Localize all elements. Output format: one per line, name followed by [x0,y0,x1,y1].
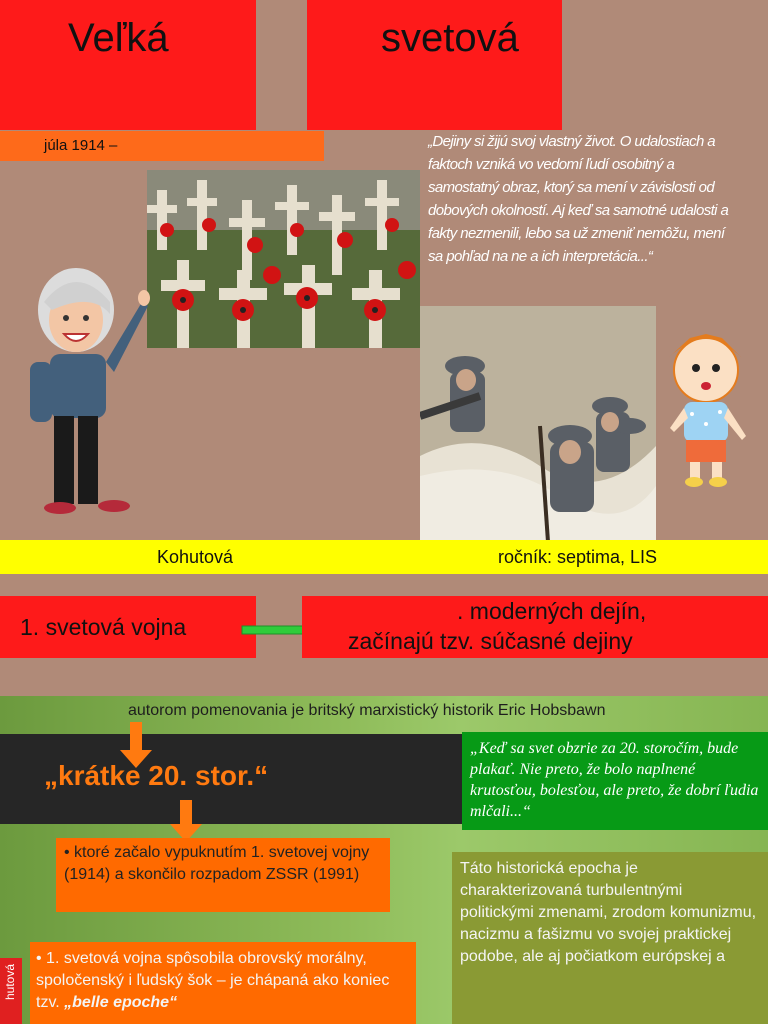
shock-text: • 1. svetová vojna spôsobila obrovský morálny, spoločenský i ľudský šok – je chápaná ako koniec tzv. [36,950,390,1011]
down-arrow-icon-2 [168,800,204,842]
began-with-box [56,838,390,912]
date-bar [0,131,324,161]
author-bar [0,540,768,574]
title-box-left [0,0,256,130]
short-century-title: „krátke 20. stor.“ [44,760,269,791]
boy-cartoon [662,328,750,488]
wwi-label-box [0,596,256,658]
poppy-crosses-photo [147,170,420,348]
title-box-right [307,0,562,130]
date-label: júla 1914 – [44,137,118,154]
epoch-text: Táto historická epocha je charakterizovaná turbulentnými politickými zmenami, zrodom komunizmu, nacizmu a fašizmu vo svojej praktickej podobe, ale aj počiatkom európskej a [460,860,757,965]
author-name: Kohutová [157,547,234,567]
modern-history-box [302,596,768,658]
poppy-crosses-image [147,170,420,348]
green-quote-text: „Keď sa svet obzrie za 20. storočím, bude plakať. Nie preto, že bolo naplnené krutosťou, bolesťou, ale preto, že dobrí ľudia mlčali...“ [470,740,759,820]
wwi-soldiers-painting [420,306,656,542]
wwi-label: 1. svetová vojna [20,614,187,640]
side-author-tab [0,958,22,1024]
shock-box [30,942,416,1024]
epoch-box [452,852,768,1024]
modern-history-line2: začínajú tzv. súčasné dejiny [348,628,633,654]
teacher-avatar-illustration [22,262,150,520]
teacher-avatar [22,262,150,520]
title-word-svetova: svetová [381,16,519,60]
hobsbawn-note: autorom pomenovania je britský marxistický historik Eric Hobsbawn [128,702,606,719]
class-info: ročník: septima, LIS [498,547,658,567]
side-author-label: hutová [3,964,17,1001]
title-word-velka: Veľká [68,16,169,60]
boy-cartoon-illustration [662,328,750,488]
wwi-soldiers-image [420,306,656,542]
modern-history-line1: . moderných dejín, [457,598,647,624]
dejiny-quote: „Dejiny si žijú svoj vlastný život. O udalostiach a faktoch vzniká vo vedomí ľudí osobitný a samostatný obraz, ktorý sa mení v závislosti od dobových okolností. Aj keď sa samotné udalosti a fakty nezmenili, lebo sa už zmeniť nemôžu, mení sa pohľad na ne a ich interpretácia...“ [428,133,729,265]
green-quote-box [462,732,768,830]
belle-epoche-text: „belle epoche“ [64,994,178,1011]
began-with-text: • ktoré začalo vypuknutím 1. svetovej vojny (1914) a skončilo rozpadom ZSSR (1991) [64,844,370,883]
